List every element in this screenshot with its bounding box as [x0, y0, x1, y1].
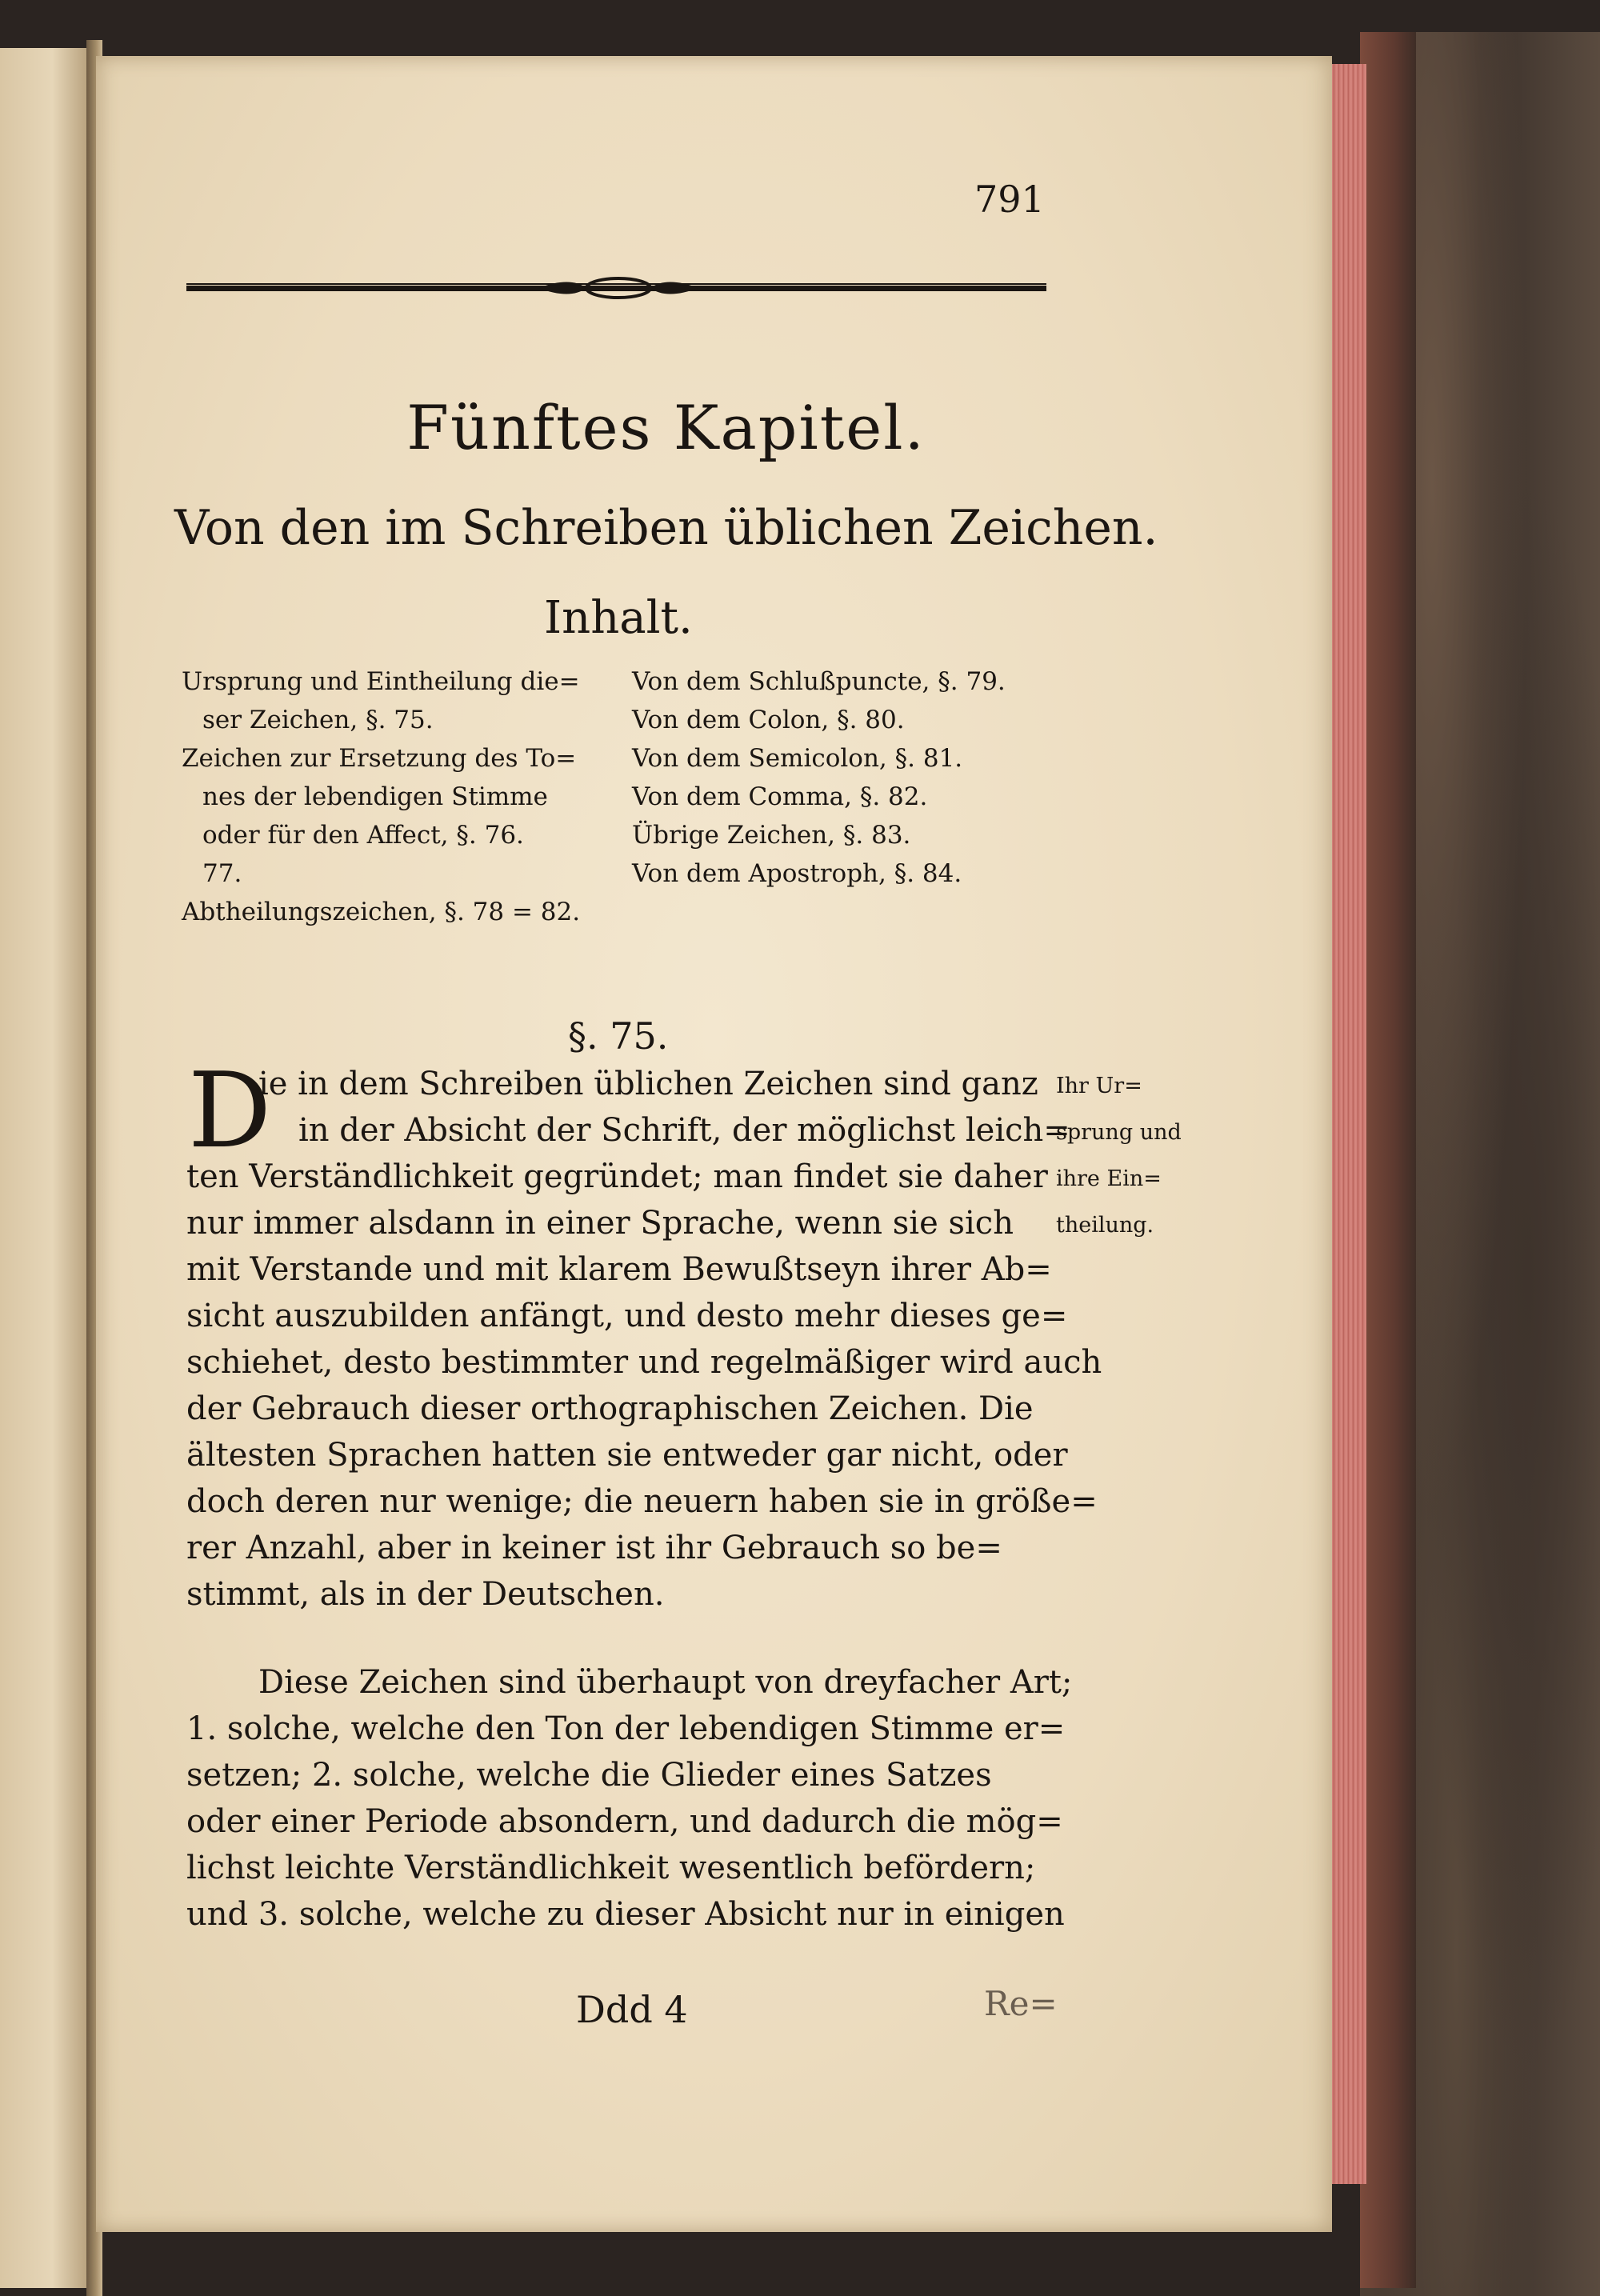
contents-entry: Abtheilungszeichen, §. 78 = 82. [182, 898, 581, 926]
contents-entry: Übrige Zeichen, §. 83. [632, 821, 911, 850]
body-line: 1. solche, welche den Ton der lebendigen Stimme er= [186, 1710, 1066, 1747]
page-number: 791 [974, 178, 1045, 221]
body-line: sicht auszubilden anfängt, und desto mehr dieses ge= [186, 1298, 1068, 1334]
catchword: Re= [984, 1984, 1058, 2023]
contents-entry: 77. [202, 859, 242, 888]
margin-note: ihre Ein= [1056, 1166, 1162, 1191]
body-line: Diese Zeichen sind überhaupt von dreyfacher Art; [258, 1664, 1073, 1701]
body-line: setzen; 2. solche, welche die Glieder eines Satzes [186, 1757, 992, 1794]
red-page-edge [1328, 64, 1366, 2184]
body-line: schiehet, desto bestimmter und regelmäßiger wird auch [186, 1344, 1102, 1381]
chapter-subtitle: Von den im Schreiben üblichen Zeichen. [174, 500, 1158, 556]
body-line: stimmt, als in der Deutschen. [186, 1576, 665, 1613]
contents-entry: Von dem Colon, §. 80. [632, 706, 905, 734]
body-line: ie in dem Schreiben üblichen Zeichen sind ganz [258, 1066, 1038, 1102]
body-line: der Gebrauch dieser orthographischen Zeichen. Die [186, 1390, 1034, 1427]
contents-entry: Von dem Semicolon, §. 81. [632, 744, 963, 773]
ornamental-rule [186, 272, 1046, 304]
body-line: mit Verstande und mit klarem Bewußtseyn ihrer Ab= [186, 1251, 1052, 1288]
margin-note: sprung und [1056, 1120, 1182, 1145]
body-line: ten Verständlichkeit gegründet; man findet sie daher [186, 1158, 1048, 1195]
contents-entry: ser Zeichen, §. 75. [202, 706, 434, 734]
contents-entry: Von dem Schlußpuncte, §. 79. [632, 667, 1006, 696]
drop-cap: D [188, 1050, 272, 1171]
contents-entry: Von dem Apostroph, §. 84. [632, 859, 962, 888]
contents-entry: oder für den Affect, §. 76. [202, 821, 524, 850]
contents-left-column [182, 662, 580, 931]
contents-entry: Ursprung und Eintheilung die= [182, 667, 580, 696]
margin-note: Ihr Ur= [1056, 1074, 1142, 1098]
book-page [96, 56, 1332, 2232]
contents-entry: Zeichen zur Ersetzung des To= [182, 744, 577, 773]
body-line: doch deren nur wenige; die neuern haben sie in größe= [186, 1483, 1098, 1520]
cover-spine-edge [1360, 32, 1416, 2288]
body-line: ältesten Sprachen hatten sie entweder gar nicht, oder [186, 1437, 1068, 1474]
body-line: nur immer alsdann in einer Sprache, wenn sie sich [186, 1205, 1014, 1242]
contents-heading: Inhalt. [544, 592, 693, 644]
section-number: §. 75. [568, 1014, 669, 1058]
previous-page-edge [0, 48, 90, 2288]
chapter-title: Fünftes Kapitel. [406, 392, 926, 463]
body-line: in der Absicht der Schrift, der möglichst leich= [298, 1112, 1070, 1149]
margin-note: theilung. [1056, 1213, 1154, 1238]
body-line: lichst leichte Verständlichkeit wesentlich befördern; [186, 1850, 1036, 1886]
contents-entry: nes der lebendigen Stimme [202, 782, 548, 811]
contents-right-column [632, 662, 1006, 893]
body-line: rer Anzahl, aber in keiner ist ihr Gebrauch so be= [186, 1530, 1002, 1566]
body-line: oder einer Periode absondern, und dadurch die mög= [186, 1803, 1063, 1840]
body-line: und 3. solche, welche zu dieser Absicht nur in einigen [186, 1896, 1065, 1933]
contents-entry: Von dem Comma, §. 82. [632, 782, 928, 811]
signature-mark: Ddd 4 [576, 1988, 688, 2031]
